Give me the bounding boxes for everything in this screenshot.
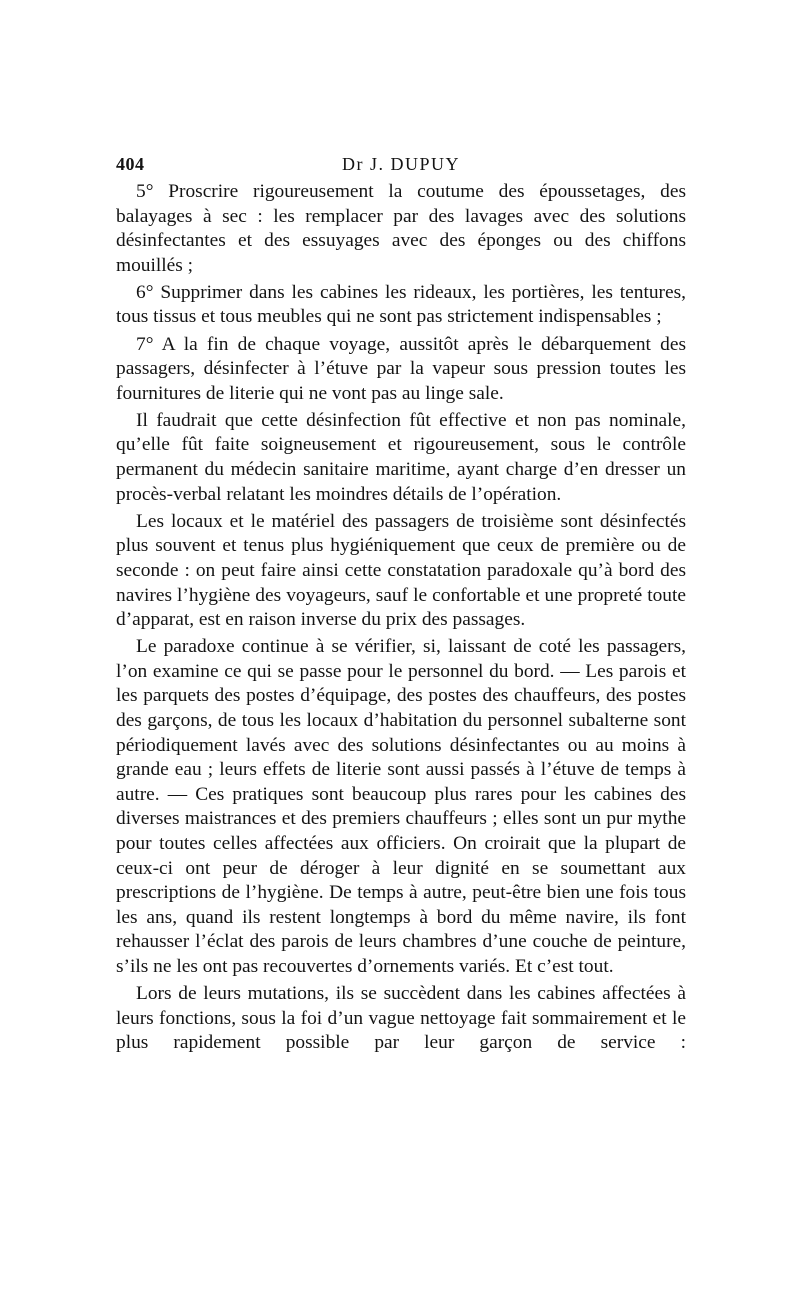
paragraph-item-6: 6° Supprimer dans les cabines les rideaux, les portières, les tentures, tous tissus et tous meubles qui ne sont pas strictement indispensables ; [116, 281, 686, 328]
paragraph-item-5: 5° Proscrire rigoureusement la coutume des époussetages, des balayages à sec : les remplacer par des lavages avec des solutions désinfectantes et des essuyages avec des éponges ou des chiffons mouillés ; [116, 181, 686, 276]
body-text [116, 180, 686, 1056]
paragraph-passenger-premises: Les locaux et le matériel des passagers de troisième sont désinfectés plus souvent et tenus plus hygiéniquement que ceux de première ou de seconde : on peut faire ainsi cette constatation paradoxale qu’à bord des navires l’hygiène des voyageurs, sauf le confortable et une propreté toute d’apparat, est en raison inverse du prix des passages. [116, 510, 686, 631]
running-header [116, 148, 686, 178]
paragraph-item-7: 7° A la fin de chaque voyage, aussitôt après le débarquement des passagers, désinfecter à l’étuve par la vapeur sous pression toutes les fournitures de literie qui ne vont pas au linge sale. [116, 333, 686, 404]
paragraph-disinfection: Il faudrait que cette désinfection fût effective et non pas nominale, qu’elle fût faite soigneusement et rigoureusement, sous le contrôle permanent du médecin sanitaire maritime, ayant charge d’en dresser un procès-verbal relatant les moindres détails de l’opération. [116, 409, 686, 505]
page-number: 404 [116, 154, 145, 174]
paragraph-paradox: Le paradoxe continue à se vérifier, si, laissant de coté les passagers, l’on examine ce qui se passe pour le personnel du bord. — Les parois et les parquets des postes d’équipage, des postes des chauffeurs, des postes des garçons, de tous les locaux d’habitation du personnel subalterne sont périodiquement lavés avec des solutions désinfectantes ou au moins à grande eau ; leurs effets de literie sont aussi passés à l’étuve de temps à autre. — Ces pratiques sont beaucoup plus rares pour les cabines des diverses maistrances et des premiers chauffeurs ; elles sont un pur mythe pour toutes celles affectées aux officiers. On croirait que la plupart de ceux-ci ont peur de déroger à leur dignité en se soumettant aux prescriptions de l’hygiène. De temps à autre, peut-être bien une fois tous les ans, quand ils restent longtemps à bord du même navire, ils font rehausser l’éclat des parois de leurs chambres d’une couche de peinture, s’ils ne les ont pas recouvertes d’ornements variés. Et c’est tout. [116, 636, 686, 977]
header-author: Dr J. DUPUY [341, 154, 460, 174]
paragraph-mutations: Lors de leurs mutations, ils se succèdent dans les cabines affectées à leurs fonctions, sous la foi d’un vague nettoyage fait sommairement et le plus rapidement possible par leur garçon de service : [116, 983, 686, 1054]
book-page [116, 148, 686, 1058]
